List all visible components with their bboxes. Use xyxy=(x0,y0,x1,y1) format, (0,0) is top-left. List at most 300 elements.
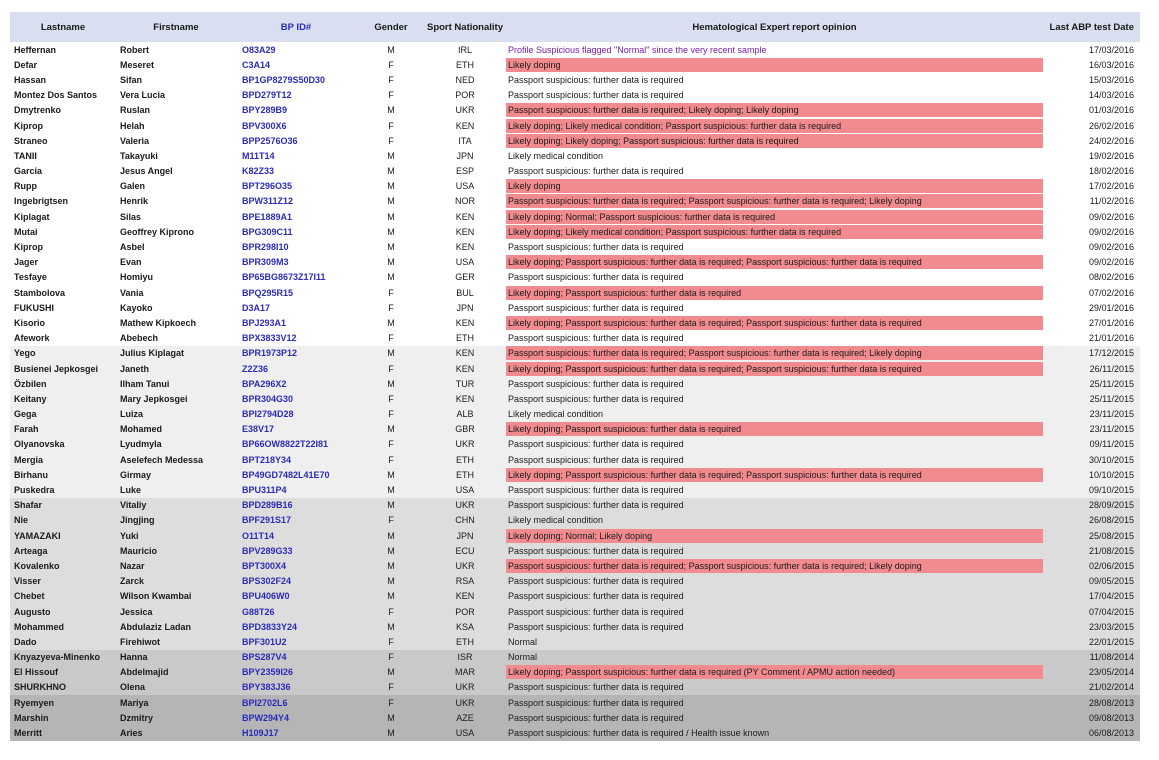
lastname-cell[interactable]: Mutai xyxy=(10,224,116,239)
table-row[interactable] xyxy=(10,300,1140,315)
opinion-cell[interactable] xyxy=(504,103,1045,118)
firstname-cell[interactable]: Meseret xyxy=(116,57,236,72)
nationality-cell[interactable]: AZE xyxy=(426,710,504,725)
gender-cell[interactable]: M xyxy=(356,710,426,725)
lastname-cell[interactable]: Chebet xyxy=(10,589,116,604)
lastname-cell[interactable]: Merritt xyxy=(10,725,116,740)
opinion-cell[interactable] xyxy=(504,285,1045,300)
header-bp-id[interactable]: BP ID# xyxy=(236,12,356,42)
opinion-cell[interactable] xyxy=(504,604,1045,619)
nationality-cell[interactable]: MAR xyxy=(426,665,504,680)
bp-id-cell[interactable]: M11T14 xyxy=(236,148,356,163)
firstname-cell[interactable]: Lyudmyla xyxy=(116,437,236,452)
firstname-cell[interactable]: Jesus Angel xyxy=(116,164,236,179)
nationality-cell[interactable]: ETH xyxy=(426,57,504,72)
nationality-cell[interactable]: CHN xyxy=(426,513,504,528)
bp-id-cell[interactable]: BPX3833V12 xyxy=(236,331,356,346)
lastname-cell[interactable]: Birhanu xyxy=(10,467,116,482)
date-cell[interactable]: 23/11/2015 xyxy=(1045,407,1140,422)
nationality-cell[interactable]: ETH xyxy=(426,634,504,649)
bp-id-cell[interactable]: BPR1973P12 xyxy=(236,346,356,361)
gender-cell[interactable]: F xyxy=(356,331,426,346)
table-row[interactable] xyxy=(10,407,1140,422)
bp-id-cell[interactable]: BPR309M3 xyxy=(236,255,356,270)
opinion-cell[interactable] xyxy=(504,619,1045,634)
nationality-cell[interactable]: JPN xyxy=(426,148,504,163)
date-cell[interactable]: 28/09/2015 xyxy=(1045,498,1140,513)
date-cell[interactable]: 24/02/2016 xyxy=(1045,133,1140,148)
header-opinion[interactable]: Hematological Expert report opinion xyxy=(504,12,1045,42)
gender-cell[interactable]: M xyxy=(356,209,426,224)
gender-cell[interactable]: M xyxy=(356,239,426,254)
gender-cell[interactable]: M xyxy=(356,164,426,179)
bp-id-cell[interactable]: BPT296O35 xyxy=(236,179,356,194)
firstname-cell[interactable]: Mohamed xyxy=(116,422,236,437)
date-cell[interactable]: 26/11/2015 xyxy=(1045,361,1140,376)
lastname-cell[interactable]: Augusto xyxy=(10,604,116,619)
firstname-cell[interactable]: Zarck xyxy=(116,574,236,589)
opinion-cell[interactable] xyxy=(504,239,1045,254)
firstname-cell[interactable]: Takayuki xyxy=(116,148,236,163)
date-cell[interactable]: 09/02/2016 xyxy=(1045,239,1140,254)
bp-id-cell[interactable]: BPU406W0 xyxy=(236,589,356,604)
firstname-cell[interactable]: Janeth xyxy=(116,361,236,376)
lastname-cell[interactable]: Yego xyxy=(10,346,116,361)
table-row[interactable] xyxy=(10,255,1140,270)
opinion-cell[interactable] xyxy=(504,164,1045,179)
bp-id-cell[interactable]: BPQ295R15 xyxy=(236,285,356,300)
table-row[interactable] xyxy=(10,437,1140,452)
firstname-cell[interactable]: Helah xyxy=(116,118,236,133)
date-cell[interactable]: 23/03/2015 xyxy=(1045,619,1140,634)
date-cell[interactable]: 25/11/2015 xyxy=(1045,391,1140,406)
nationality-cell[interactable]: UKR xyxy=(426,437,504,452)
date-cell[interactable]: 22/01/2015 xyxy=(1045,634,1140,649)
table-row[interactable] xyxy=(10,179,1140,194)
lastname-cell[interactable]: Shafar xyxy=(10,498,116,513)
opinion-cell[interactable] xyxy=(504,300,1045,315)
bp-id-cell[interactable]: O83A29 xyxy=(236,42,356,57)
nationality-cell[interactable]: NOR xyxy=(426,194,504,209)
nationality-cell[interactable]: USA xyxy=(426,725,504,740)
bp-id-cell[interactable]: E38V17 xyxy=(236,422,356,437)
gender-cell[interactable]: M xyxy=(356,725,426,740)
lastname-cell[interactable]: Marshin xyxy=(10,710,116,725)
nationality-cell[interactable]: KEN xyxy=(426,315,504,330)
table-row[interactable] xyxy=(10,239,1140,254)
nationality-cell[interactable]: ETH xyxy=(426,452,504,467)
nationality-cell[interactable]: ETH xyxy=(426,467,504,482)
lastname-cell[interactable]: Garcia xyxy=(10,164,116,179)
gender-cell[interactable]: M xyxy=(356,346,426,361)
lastname-cell[interactable]: Kisorio xyxy=(10,315,116,330)
firstname-cell[interactable]: Galen xyxy=(116,179,236,194)
date-cell[interactable]: 28/08/2013 xyxy=(1045,695,1140,710)
nationality-cell[interactable]: ISR xyxy=(426,650,504,665)
table-row[interactable] xyxy=(10,164,1140,179)
firstname-cell[interactable]: Vania xyxy=(116,285,236,300)
lastname-cell[interactable]: Rupp xyxy=(10,179,116,194)
gender-cell[interactable]: M xyxy=(356,179,426,194)
table-row[interactable] xyxy=(10,270,1140,285)
lastname-cell[interactable]: FUKUSHI xyxy=(10,300,116,315)
bp-id-cell[interactable]: BPR304G30 xyxy=(236,391,356,406)
gender-cell[interactable]: M xyxy=(356,42,426,57)
nationality-cell[interactable]: UKR xyxy=(426,558,504,573)
bp-id-cell[interactable]: BP49GD7482L41E70 xyxy=(236,467,356,482)
table-row[interactable] xyxy=(10,422,1140,437)
firstname-cell[interactable]: Nazar xyxy=(116,558,236,573)
bp-id-cell[interactable]: BPD289B16 xyxy=(236,498,356,513)
nationality-cell[interactable]: ITA xyxy=(426,133,504,148)
lastname-cell[interactable]: Hassan xyxy=(10,72,116,87)
date-cell[interactable]: 30/10/2015 xyxy=(1045,452,1140,467)
header-firstname[interactable]: Firstname xyxy=(116,12,236,42)
opinion-cell[interactable] xyxy=(504,589,1045,604)
opinion-cell[interactable] xyxy=(504,179,1045,194)
lastname-cell[interactable]: Keitany xyxy=(10,391,116,406)
date-cell[interactable]: 01/03/2016 xyxy=(1045,103,1140,118)
gender-cell[interactable]: M xyxy=(356,376,426,391)
table-row[interactable] xyxy=(10,194,1140,209)
lastname-cell[interactable]: Mergia xyxy=(10,452,116,467)
date-cell[interactable]: 19/02/2016 xyxy=(1045,148,1140,163)
nationality-cell[interactable]: UKR xyxy=(426,103,504,118)
gender-cell[interactable]: F xyxy=(356,650,426,665)
table-row[interactable] xyxy=(10,710,1140,725)
nationality-cell[interactable]: RSA xyxy=(426,574,504,589)
table-row[interactable] xyxy=(10,589,1140,604)
opinion-cell[interactable] xyxy=(504,270,1045,285)
table-row[interactable] xyxy=(10,391,1140,406)
header-lastname[interactable]: Lastname xyxy=(10,12,116,42)
table-row[interactable] xyxy=(10,650,1140,665)
bp-id-cell[interactable]: BPI2702L6 xyxy=(236,695,356,710)
gender-cell[interactable]: M xyxy=(356,665,426,680)
lastname-cell[interactable]: Kiplagat xyxy=(10,209,116,224)
bp-id-cell[interactable]: BPA296X2 xyxy=(236,376,356,391)
date-cell[interactable]: 02/06/2015 xyxy=(1045,558,1140,573)
table-row[interactable] xyxy=(10,452,1140,467)
bp-id-cell[interactable]: BPI2794D28 xyxy=(236,407,356,422)
lastname-cell[interactable]: Mohammed xyxy=(10,619,116,634)
lastname-cell[interactable]: Straneo xyxy=(10,133,116,148)
bp-id-cell[interactable]: K82Z33 xyxy=(236,164,356,179)
firstname-cell[interactable]: Valeria xyxy=(116,133,236,148)
lastname-cell[interactable]: Heffernan xyxy=(10,42,116,57)
header-nationality[interactable]: Sport Nationality xyxy=(426,12,504,42)
nationality-cell[interactable]: ALB xyxy=(426,407,504,422)
gender-cell[interactable]: F xyxy=(356,285,426,300)
gender-cell[interactable]: M xyxy=(356,194,426,209)
date-cell[interactable]: 07/02/2016 xyxy=(1045,285,1140,300)
firstname-cell[interactable]: Jessica xyxy=(116,604,236,619)
bp-id-cell[interactable]: BPG309C11 xyxy=(236,224,356,239)
lastname-cell[interactable]: Özbilen xyxy=(10,376,116,391)
lastname-cell[interactable]: YAMAZAKI xyxy=(10,528,116,543)
table-row[interactable] xyxy=(10,695,1140,710)
bp-id-cell[interactable]: D3A17 xyxy=(236,300,356,315)
nationality-cell[interactable]: KSA xyxy=(426,619,504,634)
firstname-cell[interactable]: Evan xyxy=(116,255,236,270)
table-row[interactable] xyxy=(10,57,1140,72)
lastname-cell[interactable]: Dmytrenko xyxy=(10,103,116,118)
opinion-cell[interactable] xyxy=(504,452,1045,467)
table-row[interactable] xyxy=(10,498,1140,513)
firstname-cell[interactable]: Asbel xyxy=(116,239,236,254)
table-row[interactable] xyxy=(10,634,1140,649)
gender-cell[interactable]: M xyxy=(356,543,426,558)
bp-id-cell[interactable]: G88T26 xyxy=(236,604,356,619)
opinion-cell[interactable] xyxy=(504,88,1045,103)
gender-cell[interactable]: M xyxy=(356,255,426,270)
nationality-cell[interactable]: KEN xyxy=(426,118,504,133)
firstname-cell[interactable]: Aselefech Medessa xyxy=(116,452,236,467)
firstname-cell[interactable]: Luiza xyxy=(116,407,236,422)
opinion-cell[interactable] xyxy=(504,725,1045,740)
nationality-cell[interactable]: UKR xyxy=(426,498,504,513)
opinion-cell[interactable] xyxy=(504,650,1045,665)
gender-cell[interactable]: F xyxy=(356,437,426,452)
date-cell[interactable]: 16/03/2016 xyxy=(1045,57,1140,72)
date-cell[interactable]: 17/12/2015 xyxy=(1045,346,1140,361)
opinion-cell[interactable] xyxy=(504,498,1045,513)
lastname-cell[interactable]: Arteaga xyxy=(10,543,116,558)
opinion-cell[interactable] xyxy=(504,72,1045,87)
header-gender[interactable]: Gender xyxy=(356,12,426,42)
bp-id-cell[interactable]: BPV300X6 xyxy=(236,118,356,133)
bp-id-cell[interactable]: H109J17 xyxy=(236,725,356,740)
opinion-cell[interactable] xyxy=(504,148,1045,163)
opinion-cell[interactable] xyxy=(504,331,1045,346)
table-row[interactable] xyxy=(10,361,1140,376)
gender-cell[interactable]: M xyxy=(356,574,426,589)
firstname-cell[interactable]: Abebech xyxy=(116,331,236,346)
firstname-cell[interactable]: Jingjing xyxy=(116,513,236,528)
date-cell[interactable]: 09/02/2016 xyxy=(1045,224,1140,239)
date-cell[interactable]: 17/02/2016 xyxy=(1045,179,1140,194)
bp-id-cell[interactable]: BPV289G33 xyxy=(236,543,356,558)
gender-cell[interactable]: F xyxy=(356,300,426,315)
lastname-cell[interactable]: Tesfaye xyxy=(10,270,116,285)
date-cell[interactable]: 09/02/2016 xyxy=(1045,255,1140,270)
nationality-cell[interactable]: KEN xyxy=(426,209,504,224)
date-cell[interactable]: 21/01/2016 xyxy=(1045,331,1140,346)
lastname-cell[interactable]: Visser xyxy=(10,574,116,589)
nationality-cell[interactable]: NED xyxy=(426,72,504,87)
date-cell[interactable]: 17/03/2016 xyxy=(1045,42,1140,57)
gender-cell[interactable]: F xyxy=(356,118,426,133)
opinion-cell[interactable] xyxy=(504,57,1045,72)
bp-id-cell[interactable]: BPW311Z12 xyxy=(236,194,356,209)
date-cell[interactable]: 15/03/2016 xyxy=(1045,72,1140,87)
bp-id-cell[interactable]: BPD279T12 xyxy=(236,88,356,103)
lastname-cell[interactable]: Busienei Jepkosgei xyxy=(10,361,116,376)
opinion-cell[interactable] xyxy=(504,558,1045,573)
gender-cell[interactable]: M xyxy=(356,315,426,330)
firstname-cell[interactable]: Ruslan xyxy=(116,103,236,118)
table-row[interactable] xyxy=(10,665,1140,680)
firstname-cell[interactable]: Mauricio xyxy=(116,543,236,558)
gender-cell[interactable]: F xyxy=(356,72,426,87)
opinion-cell[interactable] xyxy=(504,422,1045,437)
nationality-cell[interactable]: ECU xyxy=(426,543,504,558)
table-row[interactable] xyxy=(10,513,1140,528)
lastname-cell[interactable]: Stambolova xyxy=(10,285,116,300)
opinion-cell[interactable] xyxy=(504,209,1045,224)
bp-id-cell[interactable]: Z2Z36 xyxy=(236,361,356,376)
nationality-cell[interactable]: ETH xyxy=(426,331,504,346)
table-row[interactable] xyxy=(10,376,1140,391)
firstname-cell[interactable]: Homiyu xyxy=(116,270,236,285)
bp-id-cell[interactable]: BPE1889A1 xyxy=(236,209,356,224)
bp-id-cell[interactable]: BPT218Y34 xyxy=(236,452,356,467)
table-row[interactable] xyxy=(10,543,1140,558)
opinion-cell[interactable] xyxy=(504,695,1045,710)
bp-id-cell[interactable]: BPY2359I26 xyxy=(236,665,356,680)
nationality-cell[interactable]: UKR xyxy=(426,680,504,695)
bp-id-cell[interactable]: BPU311P4 xyxy=(236,482,356,497)
lastname-cell[interactable]: Dado xyxy=(10,634,116,649)
opinion-cell[interactable] xyxy=(504,194,1045,209)
nationality-cell[interactable]: GBR xyxy=(426,422,504,437)
firstname-cell[interactable]: Geoffrey Kiprono xyxy=(116,224,236,239)
table-row[interactable] xyxy=(10,467,1140,482)
table-row[interactable] xyxy=(10,209,1140,224)
date-cell[interactable]: 09/10/2015 xyxy=(1045,482,1140,497)
table-row[interactable] xyxy=(10,680,1140,695)
nationality-cell[interactable]: GER xyxy=(426,270,504,285)
opinion-cell[interactable] xyxy=(504,574,1045,589)
bp-id-cell[interactable]: BPY289B9 xyxy=(236,103,356,118)
opinion-cell[interactable] xyxy=(504,513,1045,528)
date-cell[interactable]: 25/11/2015 xyxy=(1045,376,1140,391)
firstname-cell[interactable]: Robert xyxy=(116,42,236,57)
lastname-cell[interactable]: El Hissouf xyxy=(10,665,116,680)
gender-cell[interactable]: M xyxy=(356,558,426,573)
date-cell[interactable]: 17/04/2015 xyxy=(1045,589,1140,604)
lastname-cell[interactable]: Nie xyxy=(10,513,116,528)
opinion-cell[interactable] xyxy=(504,361,1045,376)
bp-id-cell[interactable]: BPF291S17 xyxy=(236,513,356,528)
table-row[interactable] xyxy=(10,42,1140,57)
nationality-cell[interactable]: JPN xyxy=(426,300,504,315)
date-cell[interactable]: 10/10/2015 xyxy=(1045,467,1140,482)
nationality-cell[interactable]: KEN xyxy=(426,239,504,254)
lastname-cell[interactable]: Gega xyxy=(10,407,116,422)
gender-cell[interactable]: M xyxy=(356,619,426,634)
gender-cell[interactable]: F xyxy=(356,57,426,72)
lastname-cell[interactable]: Ingebrigtsen xyxy=(10,194,116,209)
opinion-cell[interactable] xyxy=(504,482,1045,497)
gender-cell[interactable]: M xyxy=(356,270,426,285)
lastname-cell[interactable]: Jager xyxy=(10,255,116,270)
nationality-cell[interactable]: BUL xyxy=(426,285,504,300)
table-row[interactable] xyxy=(10,619,1140,634)
bp-id-cell[interactable]: O11T14 xyxy=(236,528,356,543)
bp-id-cell[interactable]: BP1GP8279S50D30 xyxy=(236,72,356,87)
firstname-cell[interactable]: Mariya xyxy=(116,695,236,710)
lastname-cell[interactable]: Kovalenko xyxy=(10,558,116,573)
firstname-cell[interactable]: Mary Jepkosgei xyxy=(116,391,236,406)
date-cell[interactable]: 09/08/2013 xyxy=(1045,710,1140,725)
gender-cell[interactable]: F xyxy=(356,452,426,467)
gender-cell[interactable]: M xyxy=(356,528,426,543)
nationality-cell[interactable]: JPN xyxy=(426,528,504,543)
bp-id-cell[interactable]: BPY383J36 xyxy=(236,680,356,695)
lastname-cell[interactable]: Knyazyeva-Minenko xyxy=(10,650,116,665)
date-cell[interactable]: 09/11/2015 xyxy=(1045,437,1140,452)
date-cell[interactable]: 29/01/2016 xyxy=(1045,300,1140,315)
nationality-cell[interactable]: KEN xyxy=(426,224,504,239)
table-row[interactable] xyxy=(10,224,1140,239)
lastname-cell[interactable]: Olyanovska xyxy=(10,437,116,452)
firstname-cell[interactable]: Vera Lucia xyxy=(116,88,236,103)
opinion-cell[interactable] xyxy=(504,346,1045,361)
table-row[interactable] xyxy=(10,331,1140,346)
firstname-cell[interactable]: Abdelmajid xyxy=(116,665,236,680)
bp-id-cell[interactable]: BPF301U2 xyxy=(236,634,356,649)
table-row[interactable] xyxy=(10,558,1140,573)
gender-cell[interactable]: M xyxy=(356,467,426,482)
firstname-cell[interactable]: Sifan xyxy=(116,72,236,87)
lastname-cell[interactable]: Ryemyen xyxy=(10,695,116,710)
lastname-cell[interactable]: Defar xyxy=(10,57,116,72)
lastname-cell[interactable]: Kiprop xyxy=(10,118,116,133)
gender-cell[interactable]: M xyxy=(356,589,426,604)
table-row[interactable] xyxy=(10,574,1140,589)
opinion-cell[interactable] xyxy=(504,224,1045,239)
opinion-cell[interactable] xyxy=(504,680,1045,695)
date-cell[interactable]: 23/05/2014 xyxy=(1045,665,1140,680)
nationality-cell[interactable]: ESP xyxy=(426,164,504,179)
opinion-cell[interactable] xyxy=(504,42,1045,57)
firstname-cell[interactable]: Yuki xyxy=(116,528,236,543)
date-cell[interactable]: 11/08/2014 xyxy=(1045,650,1140,665)
gender-cell[interactable]: F xyxy=(356,133,426,148)
nationality-cell[interactable]: IRL xyxy=(426,42,504,57)
opinion-cell[interactable] xyxy=(504,407,1045,422)
nationality-cell[interactable]: USA xyxy=(426,179,504,194)
table-row[interactable] xyxy=(10,346,1140,361)
date-cell[interactable]: 14/03/2016 xyxy=(1045,88,1140,103)
lastname-cell[interactable]: TANII xyxy=(10,148,116,163)
date-cell[interactable]: 09/05/2015 xyxy=(1045,574,1140,589)
header-date[interactable]: Last ABP test Date xyxy=(1045,12,1140,42)
nationality-cell[interactable]: USA xyxy=(426,482,504,497)
opinion-cell[interactable] xyxy=(504,133,1045,148)
nationality-cell[interactable]: POR xyxy=(426,604,504,619)
date-cell[interactable]: 06/08/2013 xyxy=(1045,725,1140,740)
opinion-cell[interactable] xyxy=(504,315,1045,330)
firstname-cell[interactable]: Ilham Tanui xyxy=(116,376,236,391)
table-row[interactable] xyxy=(10,482,1140,497)
bp-id-cell[interactable]: BPD3833Y24 xyxy=(236,619,356,634)
firstname-cell[interactable]: Luke xyxy=(116,482,236,497)
firstname-cell[interactable]: Dzmitry xyxy=(116,710,236,725)
table-row[interactable] xyxy=(10,133,1140,148)
nationality-cell[interactable]: KEN xyxy=(426,589,504,604)
table-row[interactable] xyxy=(10,315,1140,330)
nationality-cell[interactable]: POR xyxy=(426,88,504,103)
nationality-cell[interactable]: KEN xyxy=(426,391,504,406)
date-cell[interactable]: 21/02/2014 xyxy=(1045,680,1140,695)
gender-cell[interactable]: M xyxy=(356,148,426,163)
opinion-cell[interactable] xyxy=(504,376,1045,391)
date-cell[interactable]: 23/11/2015 xyxy=(1045,422,1140,437)
nationality-cell[interactable]: TUR xyxy=(426,376,504,391)
date-cell[interactable]: 07/04/2015 xyxy=(1045,604,1140,619)
